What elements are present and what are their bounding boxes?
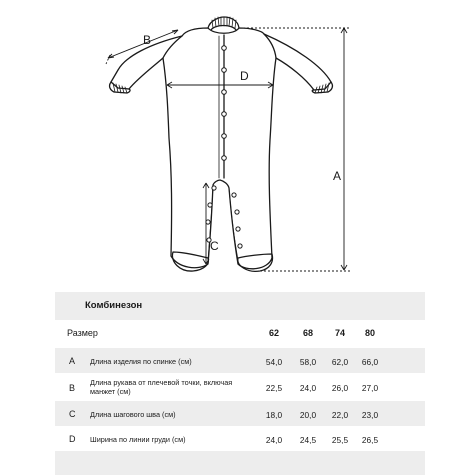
row-description: Длина шагового шва (см) (90, 410, 176, 419)
row-value: 27,0 (361, 383, 379, 393)
row-description: Длина рукава от плечевой точки, включая манжет (см) (90, 378, 233, 396)
label-c: C (210, 239, 219, 253)
table-row (55, 426, 425, 451)
table-footer-band (55, 451, 425, 475)
row-value: 54,0 (265, 357, 283, 367)
row-value: 25,5 (331, 435, 349, 445)
table-row (55, 373, 425, 401)
table-row (55, 348, 425, 373)
left-foot (172, 252, 208, 271)
row-letter: D (69, 434, 76, 444)
row-value: 58,0 (299, 357, 317, 367)
size-column-74: 74 (334, 328, 345, 338)
table-header-row (55, 320, 425, 348)
size-header-label: Размер (67, 328, 98, 338)
row-letter: B (69, 383, 76, 393)
row-value: 26,0 (331, 383, 349, 393)
table-row (55, 401, 425, 426)
size-column-80: 80 (364, 328, 375, 338)
row-value: 22,5 (265, 383, 283, 393)
jumpsuit-outline (111, 28, 331, 269)
row-value: 26,5 (361, 435, 379, 445)
row-value: 20,0 (299, 410, 317, 420)
row-letter: A (69, 356, 76, 366)
label-d: D (240, 69, 249, 83)
table-title-row (55, 292, 425, 320)
row-value: 24,5 (299, 435, 317, 445)
row-value: 22,0 (331, 410, 349, 420)
label-a: A (333, 169, 342, 183)
row-value: 66,0 (361, 357, 379, 367)
row-value: 24,0 (265, 435, 283, 445)
size-table (55, 292, 425, 475)
table-title: Комбинезон (85, 300, 143, 311)
row-value: 23,0 (361, 410, 379, 420)
row-value: 18,0 (265, 410, 283, 420)
size-column-62: 62 (268, 328, 279, 338)
row-value: 62,0 (331, 357, 349, 367)
row-letter: C (69, 409, 76, 419)
row-description: Длина изделия по спинке (см) (90, 357, 192, 366)
row-description: Ширина по линии груди (см) (90, 435, 186, 444)
row-value: 24,0 (299, 383, 317, 393)
size-column-68: 68 (302, 328, 313, 338)
label-b: B (143, 33, 152, 47)
